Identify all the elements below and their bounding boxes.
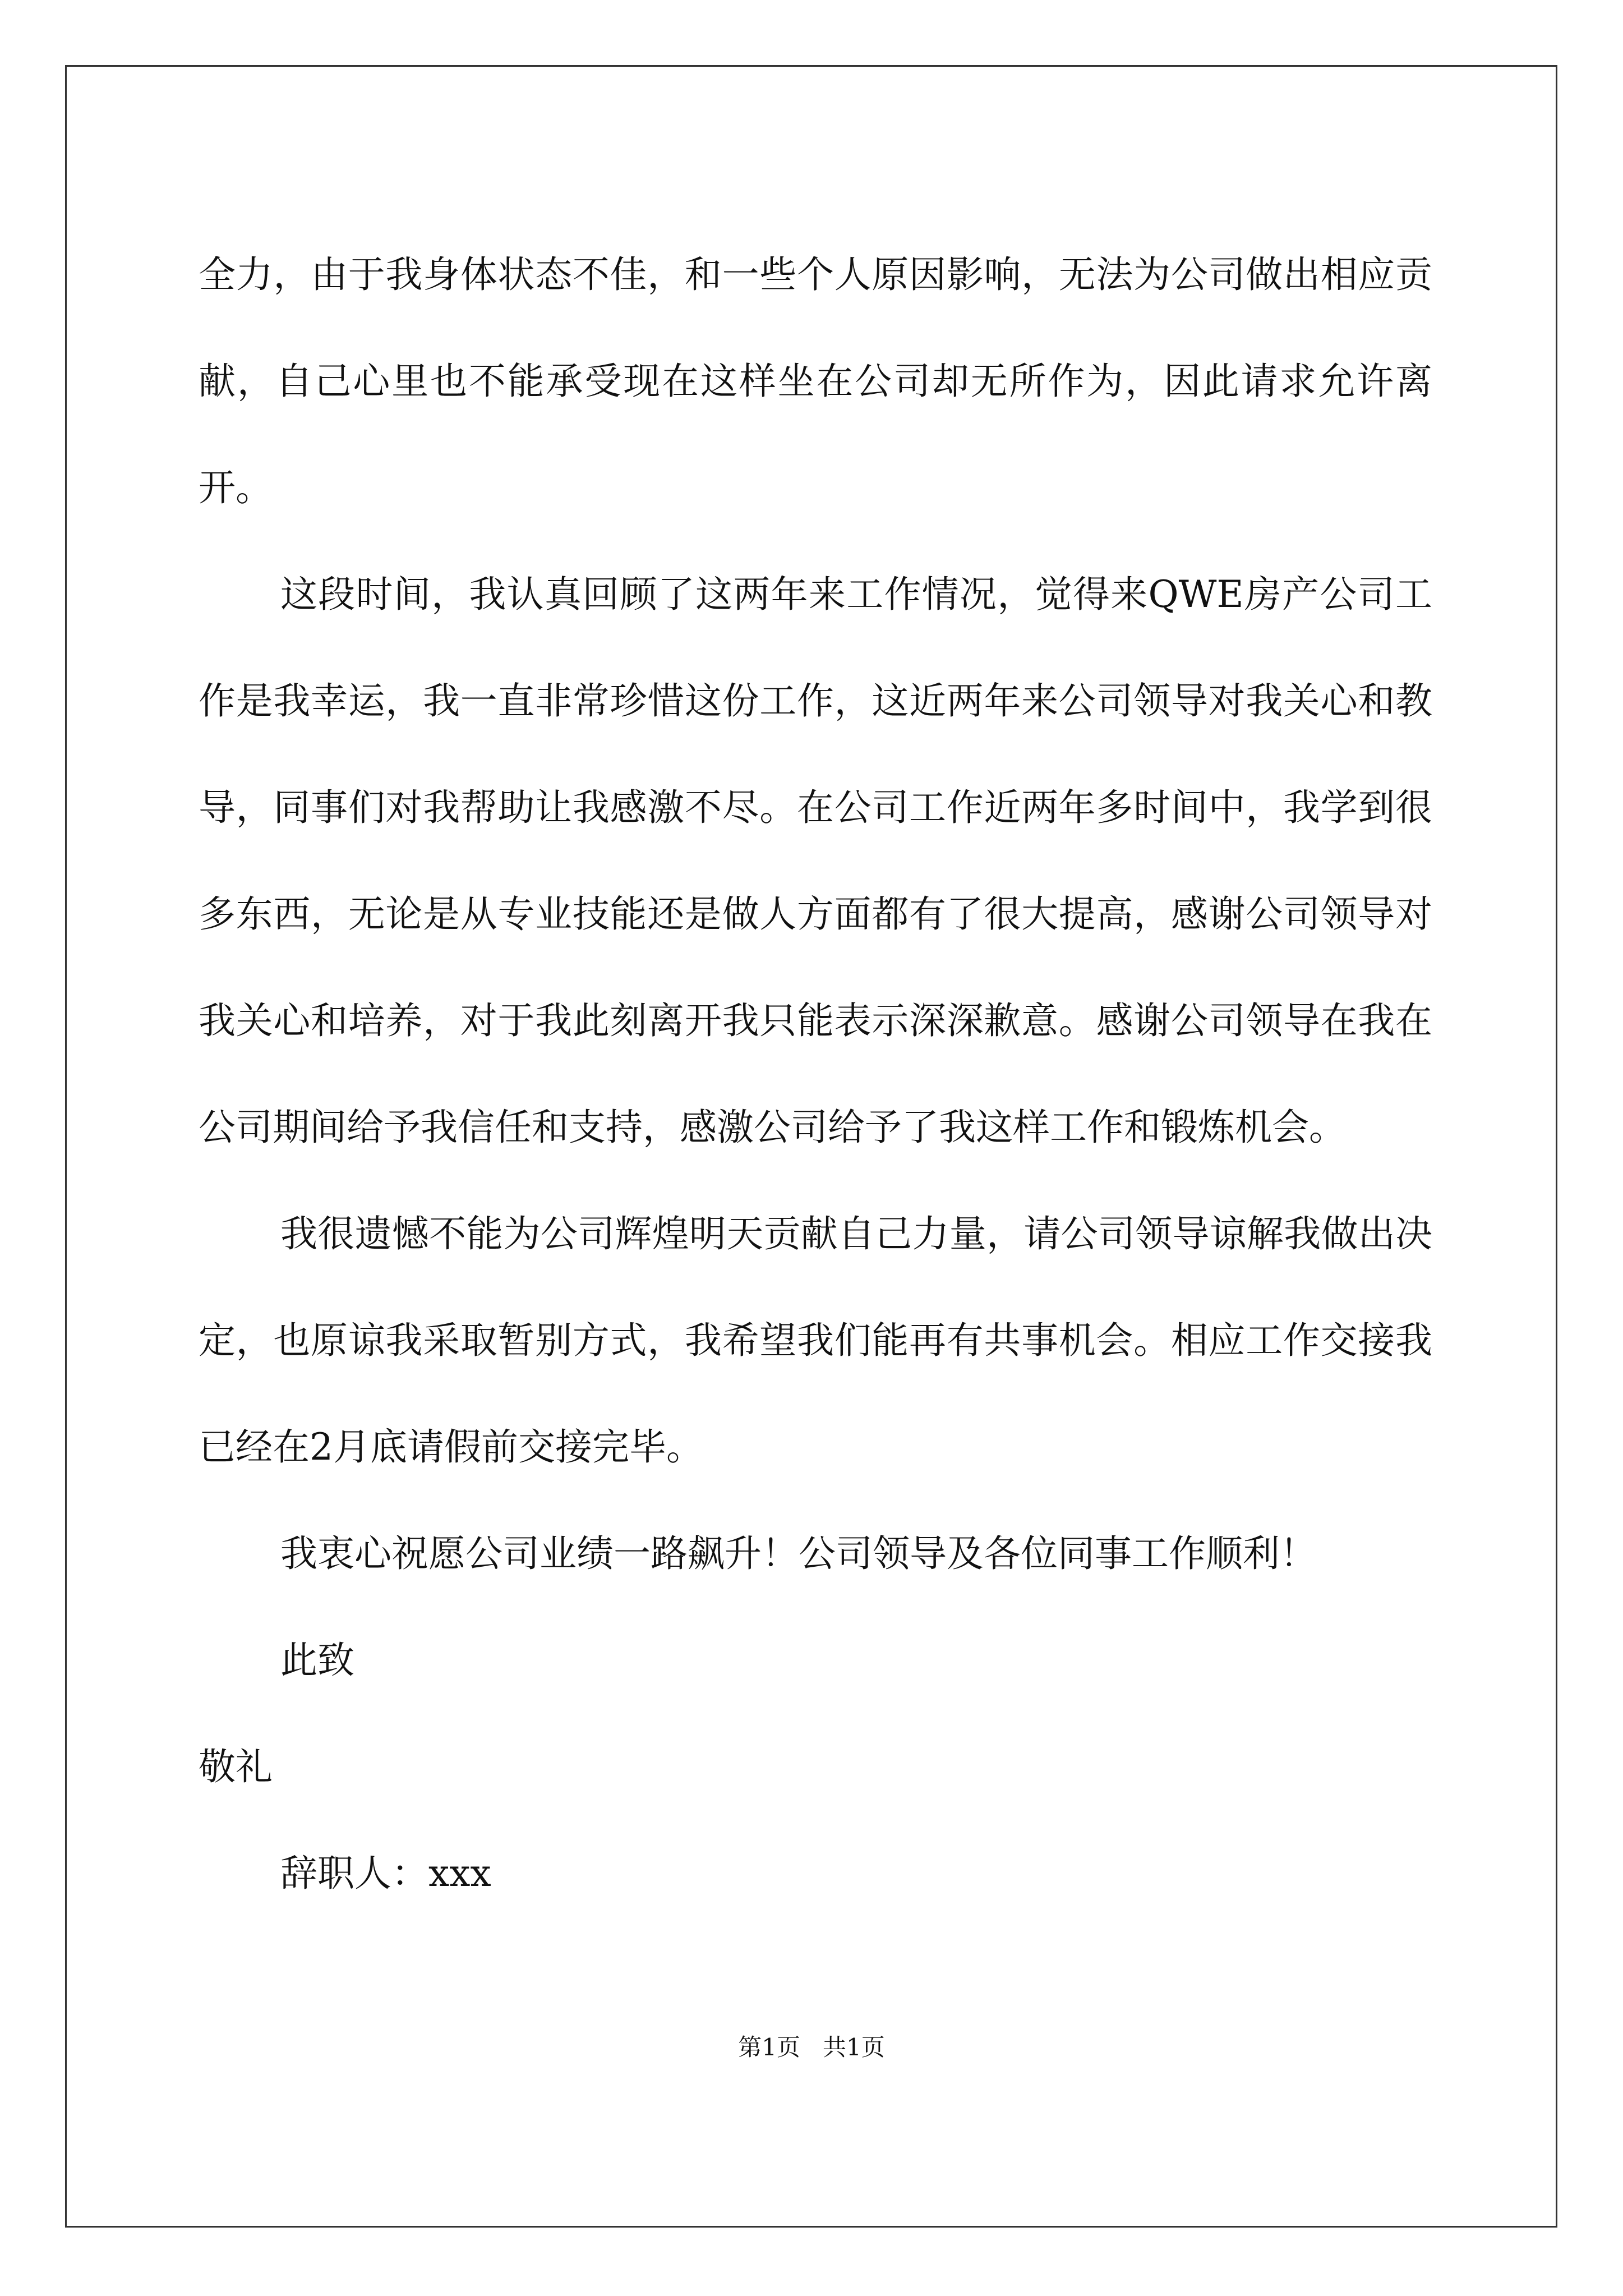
salutation: 敬礼: [199, 1745, 273, 1788]
signature: 辞职人：xxx: [280, 1852, 491, 1895]
page-footer: [0, 2031, 1623, 2064]
page-total: 共1页: [823, 2033, 885, 2061]
page-number: 第1页: [738, 2033, 800, 2061]
paragraph-continued: 全力，由于我身体状态不佳，和一些个人原因影响，无法为公司做出相应贡献，自己心里也不能承受现在这样坐在公司却无所作为，因此请求允许离开。: [199, 253, 1432, 509]
letter-body: [199, 222, 1432, 1927]
paragraph-wishes: 我衷心祝愿公司业绩一路飙升！公司领导及各位同事工作顺利！: [280, 1532, 1317, 1575]
paragraph-review: 这段时间，我认真回顾了这两年来工作情况，觉得来QWE房产公司工作是我幸运，我一直非常珍惜这份工作，这近两年来公司领导对我关心和教导，同事们对我帮助让我感激不尽。在公司工作近两年多时间中，我学到很多东西，无论是从专业技能还是做人方面都有了很大提高，感谢公司领导对我关心和培养，对于我此刻离开我只能表示深深歉意。感谢公司领导在我在公司期间给予我信任和支持，感激公司给予了我这样工作和锻炼机会。: [199, 573, 1432, 1149]
closing: 此致: [280, 1639, 354, 1682]
paragraph-regret: 我很遗憾不能为公司辉煌明天贡献自己力量，请公司领导谅解我做出决定，也原谅我采取暂别方式，我希望我们能再有共事机会。相应工作交接我已经在2月底请假前交接完毕。: [199, 1212, 1432, 1469]
